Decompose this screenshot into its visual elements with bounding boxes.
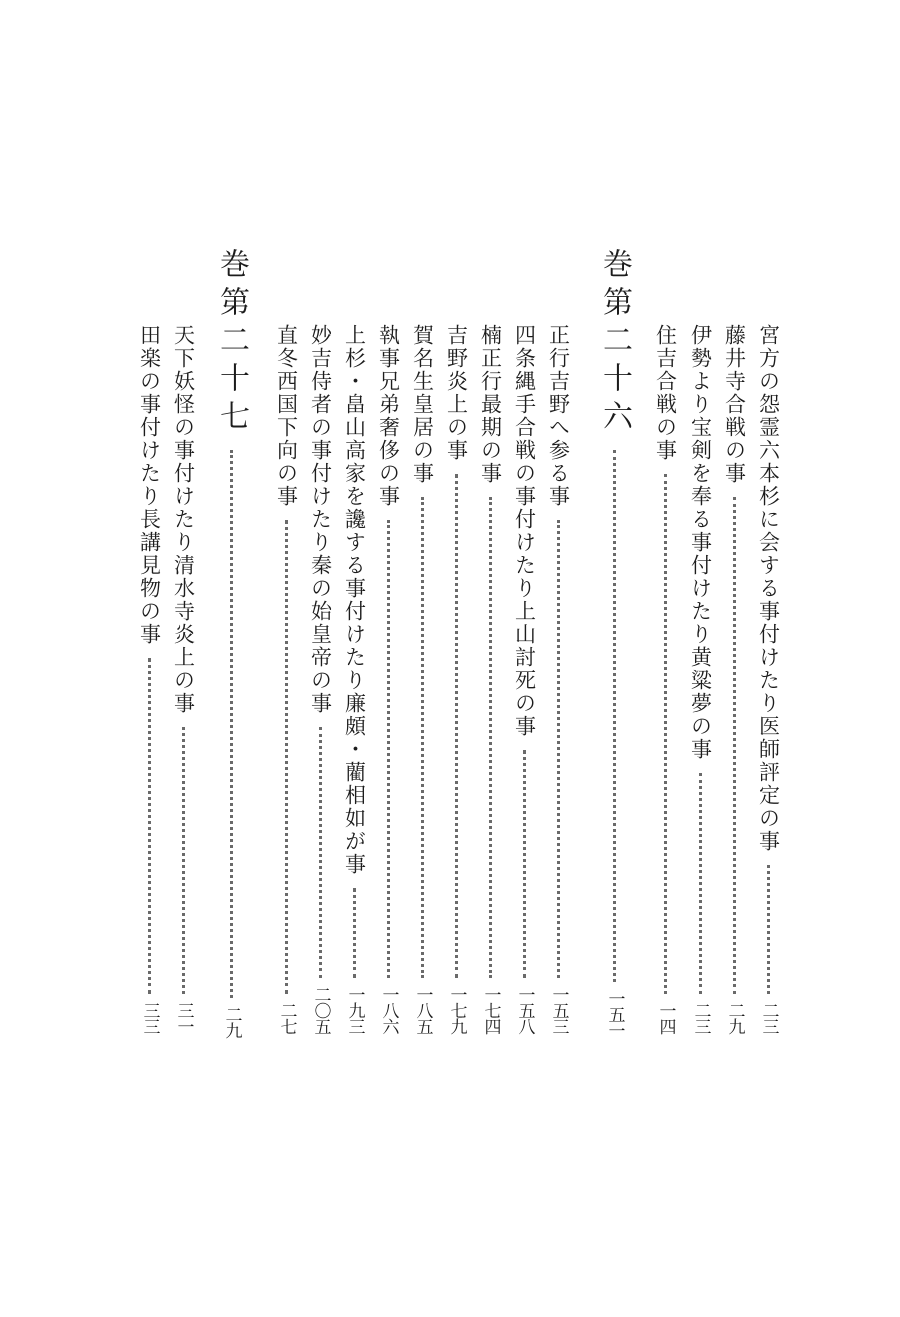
volume-title: 巻第二十六 (597, 248, 632, 438)
volume-heading[interactable] (597, 248, 631, 1038)
dot-leader (733, 497, 736, 994)
toc-entry[interactable] (648, 324, 682, 1034)
toc-entry-title: 楠正行最期の事 (478, 324, 503, 485)
toc-entry[interactable] (337, 324, 371, 1034)
toc-page-number: 一五一 (604, 990, 625, 1038)
toc-entry-title: 執事兄弟奢侈の事 (376, 324, 401, 508)
toc-entry[interactable] (717, 324, 751, 1034)
toc-entry[interactable] (269, 324, 303, 1034)
dot-leader (613, 450, 616, 982)
volume-heading[interactable] (214, 248, 248, 1038)
dot-leader (148, 658, 151, 994)
dot-leader (664, 474, 667, 994)
toc-entry-title: 賀名生皇居の事 (410, 324, 435, 485)
toc-entry-title: 住吉合戦の事 (653, 324, 678, 462)
toc-entry[interactable] (439, 324, 473, 1034)
volume-title: 巻第二十七 (214, 248, 249, 438)
toc-entry-title: 上杉・畠山高家を讒する事付けたり廉頗・藺相如が事 (342, 324, 367, 876)
toc-entry-title: 宮方の怨霊六本杉に会する事付けたり医師評定の事 (756, 324, 781, 853)
dot-leader (489, 497, 492, 978)
toc-entry[interactable] (132, 324, 166, 1034)
toc-entry[interactable] (166, 324, 200, 1034)
toc-page-number: 一八五 (412, 986, 433, 1034)
dot-leader (455, 474, 458, 978)
toc-page-number: 二七 (276, 1002, 297, 1034)
toc-page-number: 三一 (173, 1002, 194, 1034)
toc-page-number: 一九三 (344, 986, 365, 1034)
toc-entry[interactable] (405, 324, 439, 1034)
dot-leader (421, 497, 424, 978)
dot-leader (557, 520, 560, 978)
dot-leader (353, 888, 356, 978)
toc-page-number: 一五八 (514, 986, 535, 1034)
dot-leader (230, 450, 233, 998)
dot-leader (182, 727, 185, 994)
toc-page-number: 一八六 (378, 986, 399, 1034)
dot-leader (523, 750, 526, 978)
toc-entry[interactable] (507, 324, 541, 1034)
toc-page-number: 二三 (690, 1002, 711, 1034)
toc-page-number: 一四 (655, 1002, 676, 1034)
toc-page-number: 二九 (724, 1002, 745, 1034)
toc-entry-title: 直冬西国下向の事 (274, 324, 299, 508)
dot-leader (767, 865, 770, 994)
toc-page-number: 三三 (139, 1002, 160, 1034)
toc-entry[interactable] (371, 324, 405, 1034)
toc-entry-title: 天下妖怪の事付けたり清水寺炎上の事 (171, 324, 196, 715)
toc-entry[interactable] (303, 324, 337, 1034)
dot-leader (387, 520, 390, 978)
toc-page-number: 一七九 (446, 986, 467, 1034)
toc-entry[interactable] (541, 324, 575, 1034)
toc-entry-title: 正行吉野へ参る事 (546, 324, 571, 508)
dot-leader (319, 727, 322, 978)
toc-page-number: 二三 (758, 1002, 779, 1034)
toc-entry[interactable] (473, 324, 507, 1034)
toc-entry-title: 伊勢より宝剣を奉る事付けたり黄粱夢の事 (688, 324, 713, 761)
toc-page-number: 一七四 (480, 986, 501, 1034)
toc-entry-title: 吉野炎上の事 (444, 324, 469, 462)
toc-entry[interactable] (683, 324, 717, 1034)
toc-page-number: 一五三 (548, 986, 569, 1034)
toc-entry-title: 藤井寺合戦の事 (722, 324, 747, 485)
toc-page-number: 二〇五 (310, 986, 331, 1034)
toc-entry-title: 四条縄手合戦の事付けたり上山討死の事 (512, 324, 537, 738)
dot-leader (285, 520, 288, 994)
toc-page-number: 二九 (221, 1006, 242, 1038)
toc-entry-title: 田楽の事付けたり長講見物の事 (137, 324, 162, 646)
dot-leader (699, 773, 702, 994)
toc-entry[interactable] (751, 324, 785, 1034)
toc-entry-title: 妙吉侍者の事付けたり秦の始皇帝の事 (308, 324, 333, 715)
